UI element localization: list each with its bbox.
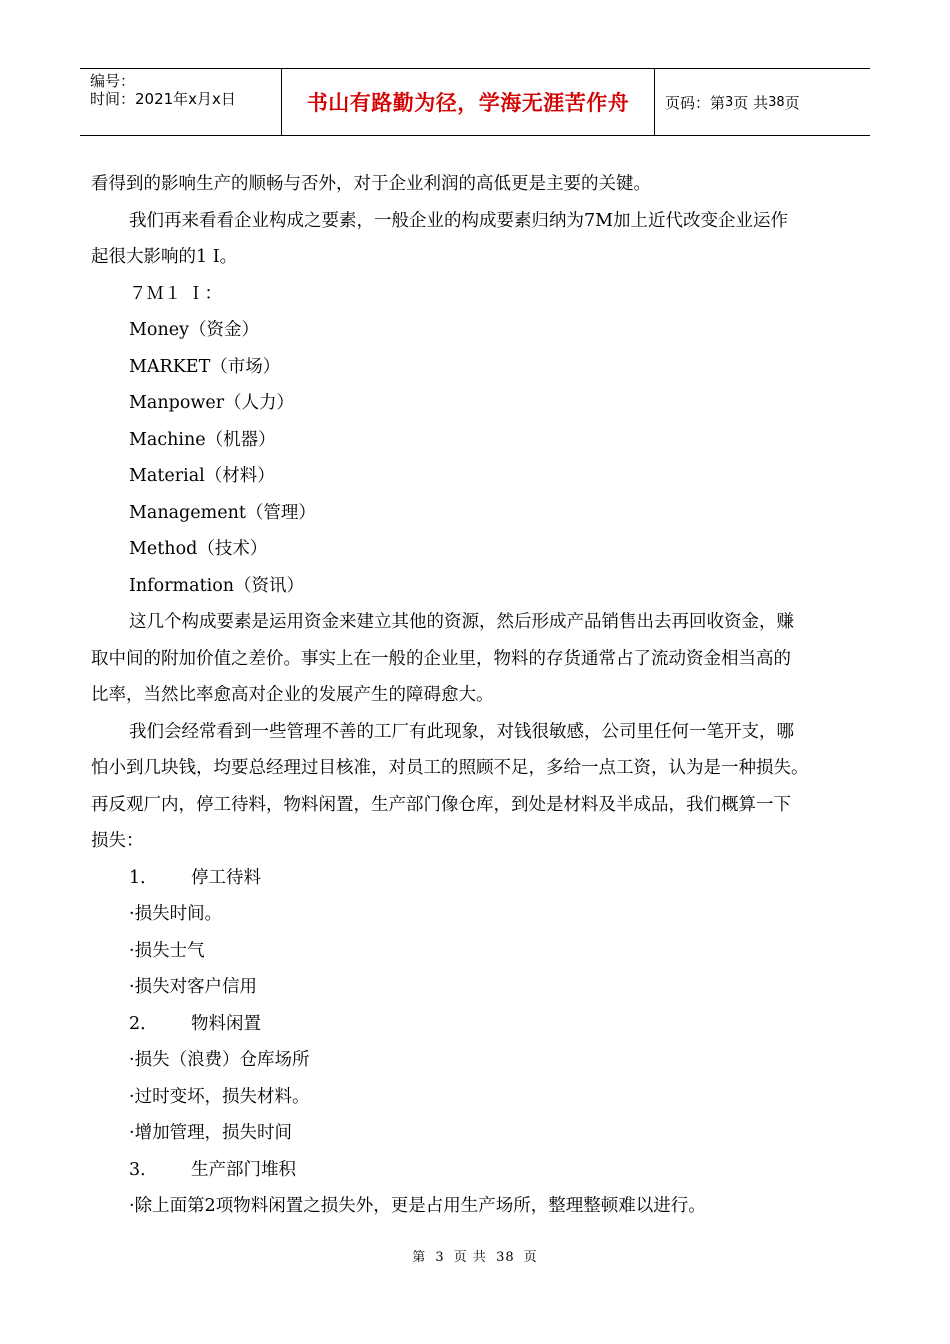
footer-page-total: 38 [496,1250,515,1265]
header-page-mid: 页 共 [733,93,769,112]
paragraph: 我们会经常看到一些管理不善的工厂有此现象，对钱很敏感，公司里任何一笔开支，哪 [129,721,794,742]
section-number: 2． [129,1013,158,1034]
list-item: Method（技术） [129,539,268,559]
section-heading [91,1152,866,1189]
section-title: 停工待料 [191,867,261,888]
bullet-item: ·损失时间。 [129,904,223,924]
page-footer [0,1246,950,1265]
list-item: Money（资金） [129,320,259,340]
list-item: MARKET（市场） [129,356,281,377]
header-page-suffix: 页 [784,93,800,112]
footer-prefix: 第 [412,1250,427,1265]
paragraph: 这几个构成要素是运用资金来建立其他的资源，然后形成产品销售出去再回收资金，赚 [129,612,794,632]
page-header [80,68,870,136]
list-item: Manpower（人力） [129,393,295,413]
bullet-item: ·过时变坏，损失材料。 [129,1086,310,1107]
header-page-number: 3 [725,94,734,110]
list-item: Machine（机器） [129,429,276,450]
document-body [91,166,866,1225]
header-page-prefix: 页码：第 [665,93,726,112]
section-number: 1． [129,867,158,888]
list-item: Information（资讯） [129,575,305,596]
section-number: 3． [129,1159,158,1180]
header-meta [80,69,282,135]
footer-page-number: 3 [435,1250,445,1265]
section-title: 生产部门堆积 [191,1159,296,1180]
bullet-item: ·除上面第2项物料闲置之损失外，更是占用生产场所，整理整顿难以进行。 [129,1196,706,1216]
header-page-info [655,69,870,135]
paragraph-continued: 比率，当然比率愈高对企业的发展产生的障碍愈大。 [91,685,494,705]
header-motto: 书山有路勤为径，学海无涯苦作舟 [282,69,655,135]
paragraph-continued: 取中间的附加价值之差价。事实上在一般的企业里，物料的存货通常占了流动资金相当高的 [91,648,791,669]
paragraph: 我们再来看看企业构成之要素，一般企业的构成要素归纳为7M加上近代改变企业运作 [129,210,789,231]
header-date: 时间：2021年x月x日 [90,90,236,108]
bullet-item: ·增加管理，损失时间 [129,1123,293,1143]
list-title: ７Ｍ１ Ｉ： [129,283,223,304]
paragraph-continued: 起很大影响的1 I。 [91,247,238,267]
paragraph-continued: 怕小到几块钱，均要总经理过目核准，对员工的照顾不足，多给一点工资，认为是一种损失。 [91,758,809,778]
list-item: Material（材料） [129,466,275,486]
header-serial: 编号： [90,72,136,90]
paragraph: 看得到的影响生产的顺畅与否外，对于企业利润的高低更是主要的关键。 [91,174,651,194]
list-item: Management（管理） [129,502,316,523]
paragraph-continued: 再反观厂内，停工待料，物料闲置，生产部门像仓库，到处是材料及半成品，我们概算一下 [91,794,791,815]
bullet-item: ·损失对客户信用 [129,977,258,997]
bullet-item: ·损失士气 [129,940,205,961]
bullet-item: ·损失（浪费）仓库场所 [129,1050,310,1070]
section-title: 物料闲置 [191,1013,261,1034]
header-page-total: 38 [768,94,785,110]
paragraph-continued: 损失： [91,831,144,851]
footer-suffix: 页 [523,1250,538,1265]
section-heading [91,860,866,897]
footer-mid: 页 共 [453,1250,487,1265]
section-heading [91,1006,866,1043]
